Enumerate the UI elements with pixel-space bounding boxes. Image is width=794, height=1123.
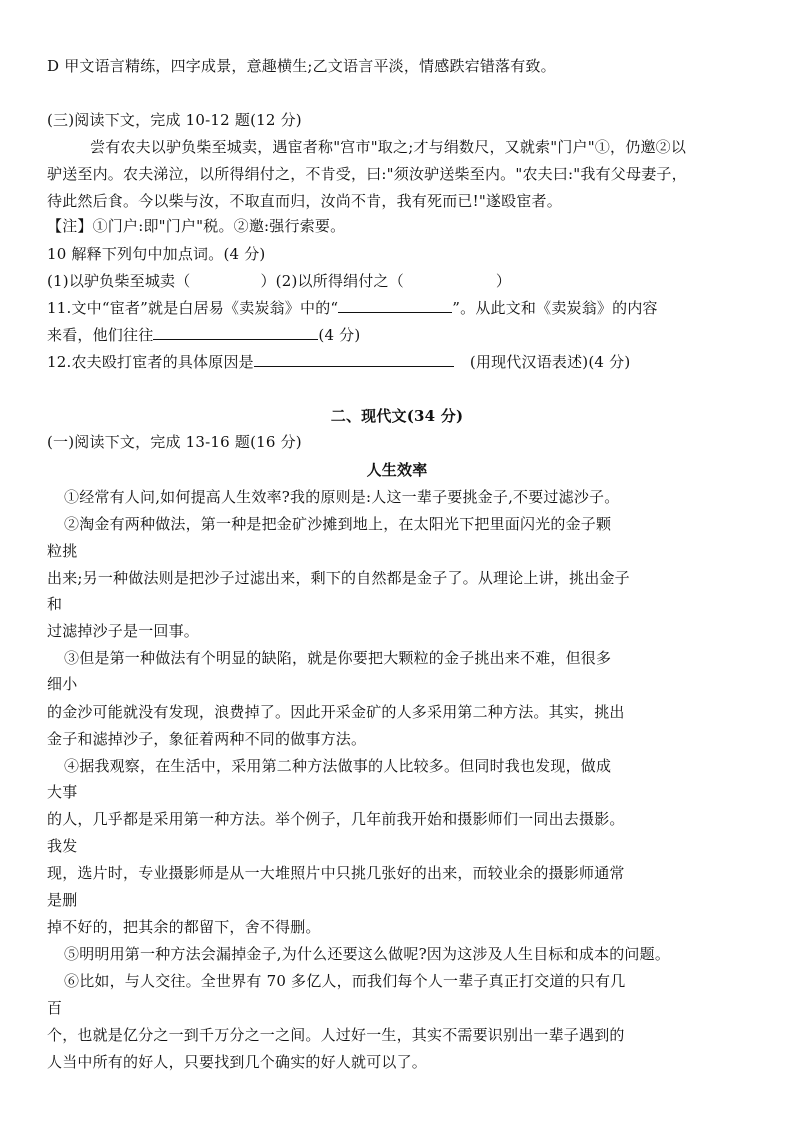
article-para-6-line-4: 人当中所有的好人，只要找到几个确实的好人就可以了。	[47, 1053, 428, 1071]
article-para-2-line-5: 过滤掉沙子是一回事。	[47, 622, 200, 640]
article-title: 人生效率	[366, 461, 428, 479]
article-para-2-line-1: ②淘金有两种做法，第一种是把金矿沙摊到地上，在太阳光下把里面闪光的金子颗	[64, 515, 612, 533]
article-para-2-line-3: 出来;另一种做法则是把沙子过滤出来，剩下的自然都是金子了。从理论上讲，挑出金子	[47, 569, 630, 587]
option-d-line: D 甲文语言精练，四字成景，意趣横生;乙文语言平淡，情感跌宕错落有致。	[47, 57, 556, 75]
q11-blank-1[interactable]	[338, 298, 452, 313]
passage-line-3: 待此然后食。今以柴与汝，不取直而归，汝尚不肯，我有死而已!"遂殴宦者。	[47, 192, 562, 210]
article-para-4-line-4: 我发	[47, 837, 78, 855]
q10-item-2: ）(2)以所得绢付之（	[260, 272, 404, 290]
question-10-items	[47, 271, 511, 291]
q10-close: ）	[495, 272, 512, 290]
passage-line-1: 尝有农夫以驴负柴至城卖，遇宦者称"宫市"取之;才与绢数尺，又就索"门户"①，仍邀②以	[90, 138, 687, 156]
passage-line-2: 驴送至内。农夫涕泣，以所得绢付之，不肯受，曰:"须汝驴送柴至内。"农夫曰:"我有父母妻子，	[47, 165, 687, 183]
annotation-note: 【注】①门户:即"门户"税。②邀:强行索要。	[47, 217, 346, 235]
question-12: 12.农夫殴打宦者的具体原因是 (用现代汉语表述)(4 分)	[47, 353, 631, 371]
article-para-4-line-1: ④据我观察，在生活中，采用第二种方法做事的人比较多。但同时我也发现，做成	[64, 757, 612, 775]
article-para-6-line-1: ⑥比如，与人交往。全世界有 70 多亿人，而我们每个人一辈子真正打交道的只有几	[64, 972, 626, 990]
section-3-heading: (三)阅读下文，完成 10-12 题(12 分)	[47, 111, 302, 129]
question-11-line-1: 11.文中“宦者”就是白居易《卖炭翁》中的“ ”。从此文和《卖炭翁》的内容	[47, 299, 658, 317]
article-para-3-line-2: 细小	[47, 675, 78, 693]
article-para-2-line-4: 和	[47, 595, 63, 613]
q10-item-1: (1)以驴负柴至城卖（	[47, 272, 191, 290]
article-para-3-line-4: 金子和滤掉沙子，象征着两种不同的做事方法。	[47, 730, 367, 748]
article-para-4-line-6: 是删	[47, 891, 78, 909]
question-10: 10 解释下列句中加点词。(4 分)	[47, 245, 266, 263]
article-para-5: ⑤明明用第一种方法会漏掉金子,为什么还要这么做呢?因为这涉及人生目标和成本的问题。	[64, 945, 671, 963]
article-para-6-line-3: 个，也就是亿分之一到千万分之一之间。人过好一生，其实不需要识别出一辈子遇到的	[47, 1026, 625, 1044]
question-11-line-2: 来看，他们往往 (4 分)	[47, 326, 361, 344]
article-para-4-line-5: 现，选片时，专业摄影师是从一大堆照片中只挑几张好的出来，而较业余的摄影师通常	[47, 864, 625, 882]
article-para-4-line-7: 掉不好的，把其余的都留下，舍不得删。	[47, 918, 321, 936]
article-para-6-line-2: 百	[47, 999, 63, 1017]
article-para-3-line-3: 的金沙可能就没有发现，浪费掉了。因此开采金矿的人多采用第二种方法。其实，挑出	[47, 703, 625, 721]
article-para-2-line-2: 粒挑	[47, 542, 78, 560]
q12-blank[interactable]	[254, 352, 454, 367]
article-para-3-line-1: ③但是第一种做法有个明显的缺陷，就是你要把大颗粒的金子挑出来不难，但很多	[64, 649, 612, 667]
article-para-4-line-2: 大事	[47, 783, 78, 801]
part-2-heading: 二、现代文(34 分)	[330, 407, 464, 425]
q11-blank-2[interactable]	[153, 325, 318, 340]
article-para-4-line-3: 的人，几乎都是采用第一种方法。举个例子，几年前我开始和摄影师们一同出去摄影。	[47, 810, 625, 828]
article-para-1: ①经常有人问,如何提高人生效率?我的原则是:人这一辈子要挑金子,不要过滤沙子。	[64, 488, 620, 506]
subsection-1-heading: (一)阅读下文，完成 13-16 题(16 分)	[47, 433, 302, 451]
